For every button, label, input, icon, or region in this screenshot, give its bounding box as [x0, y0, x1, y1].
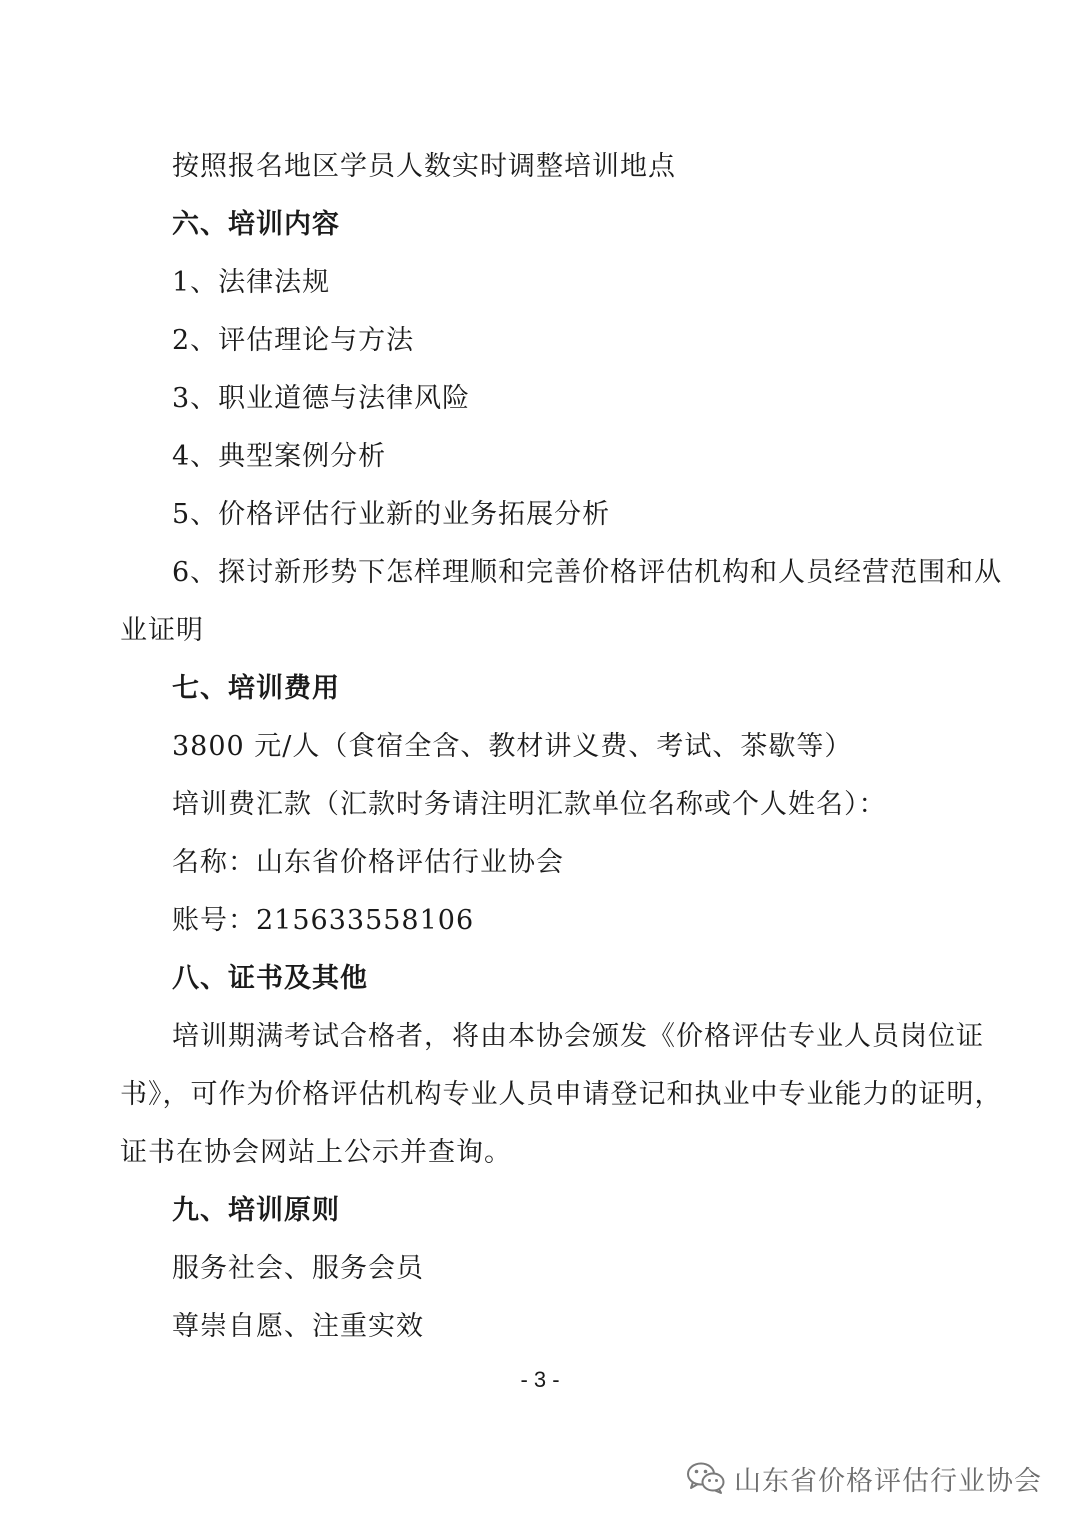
principle-1: 服务社会、服务会员: [172, 1253, 424, 1284]
content-item-1: 1、法律法规: [172, 267, 331, 298]
watermark-text: 山东省价格评估行业协会: [734, 1465, 1042, 1497]
section-heading-training-content: 六、培训内容: [172, 209, 340, 240]
certificate-paragraph-line-1: 培训期满考试合格者，将由本协会颁发《价格评估专业人员岗位证: [172, 1021, 984, 1052]
fee-amount: 3800 元/人（食宿全含、教材讲义费、考试、茶歇等）: [172, 731, 853, 762]
certificate-paragraph-line-2: 书》，可作为价格评估机构专业人员申请登记和执业中专业能力的证明，: [120, 1079, 1003, 1110]
certificate-paragraph-line-3: 证书在协会网站上公示并查询。: [120, 1137, 512, 1168]
section-heading-training-fee: 七、培训费用: [172, 673, 340, 704]
wechat-watermark: [686, 1458, 1042, 1498]
wechat-icon: [686, 1461, 726, 1495]
training-location-note: 按照报名地区学员人数实时调整培训地点: [172, 151, 676, 182]
section-heading-training-principles: 九、培训原则: [172, 1195, 340, 1226]
content-item-4: 4、典型案例分析: [172, 441, 387, 472]
remittance-instruction: 培训费汇款（汇款时务请注明汇款单位名称或个人姓名）：: [172, 789, 887, 820]
content-item-3: 3、职业道德与法律风险: [172, 383, 471, 414]
content-item-5: 5、价格评估行业新的业务拓展分析: [172, 499, 611, 530]
content-item-6-line-1: 6、探讨新形势下怎样理顺和完善价格评估机构和人员经营范围和从: [172, 557, 1003, 588]
content-item-6-line-2: 业证明: [120, 615, 204, 646]
principle-2: 尊崇自愿、注重实效: [172, 1311, 424, 1342]
section-heading-certificate: 八、证书及其他: [172, 963, 368, 994]
content-item-2: 2、评估理论与方法: [172, 325, 415, 356]
account-name: 名称：山东省价格评估行业协会: [172, 847, 564, 878]
account-number: 账号：215633558106: [172, 905, 475, 936]
page-number: - 3 -: [520, 1367, 560, 1392]
